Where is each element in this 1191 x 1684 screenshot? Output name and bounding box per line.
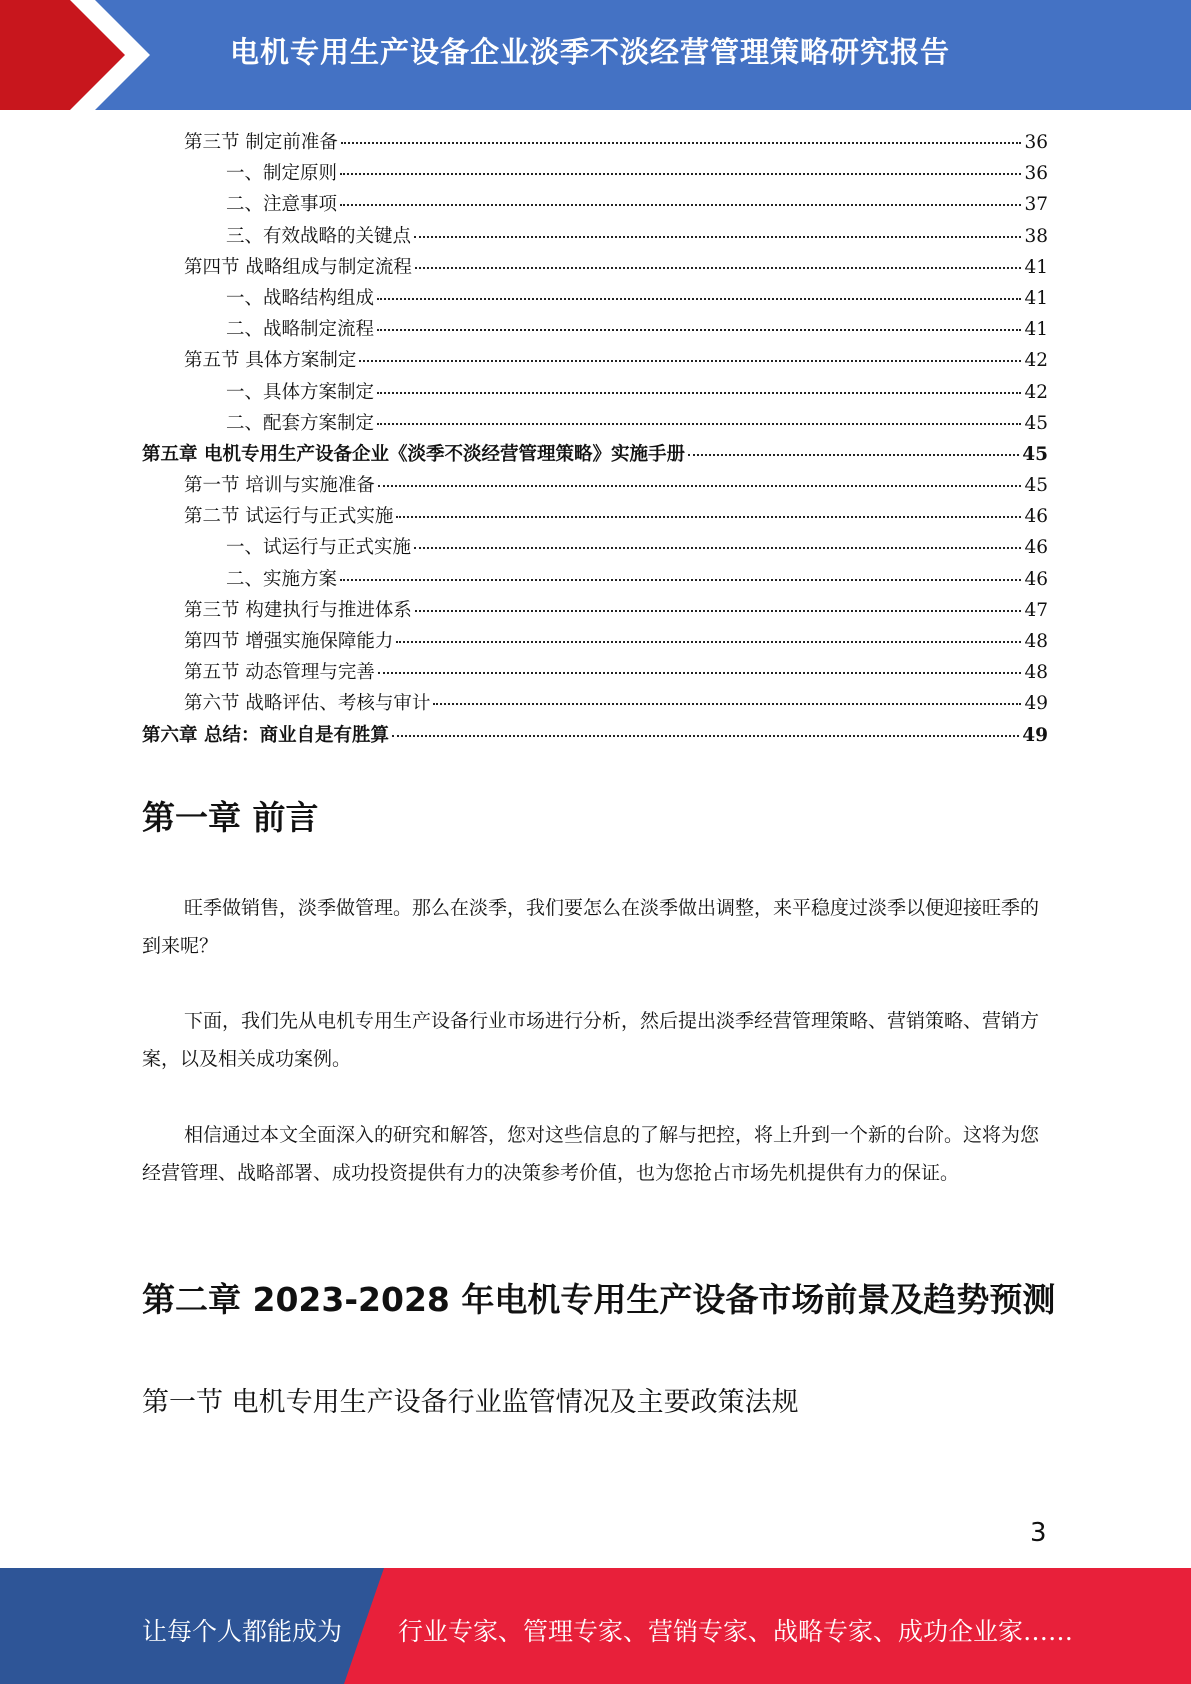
footer-slogan-right: 行业专家、管理专家、营销专家、战略专家、成功企业家…… [398,1617,1074,1646]
toc-entry-page: 48 [1024,631,1048,652]
toc-entry[interactable] [142,222,1048,253]
toc-entry[interactable] [142,721,1048,752]
toc-entry[interactable] [142,378,1048,409]
intro-paragraph-3: 相信通过本文全面深入的研究和解答，您对这些信息的了解与把控，将上升到一个新的台阶。这将为您经营管理、战略部署、成功投资提供有力的决策参考价值，也为您抢占市场先机提供有力的保证。 [142,1124,1040,1184]
toc-dot-leader [392,735,1019,737]
toc-entry[interactable] [142,689,1048,720]
toc-entry-label: 第四节 战略组成与制定流程 [184,256,412,278]
toc-entry-page: 42 [1024,350,1048,372]
toc-dot-leader [340,579,1021,581]
toc-entry[interactable] [142,440,1048,471]
toc-dot-leader [378,485,1022,487]
chapter-2-heading: 第二章 2023-2028 年电机专用生产设备市场前景及趋势预测 [142,1280,1056,1319]
toc-entry-label: 第六章 总结：商业自是有胜算 [142,724,389,746]
toc-entry-label: 一、试运行与正式实施 [226,537,412,559]
toc-entry[interactable] [142,159,1048,190]
toc-entry-page: 41 [1024,256,1048,278]
toc-entry-label: 一、具体方案制定 [226,381,375,403]
toc-entry-label: 第四节 增强实施保障能力 [184,631,394,652]
toc-entry-page: 47 [1024,599,1048,621]
toc-entry-label: 一、制定原则 [226,163,338,185]
toc-entry-label: 二、实施方案 [226,568,338,590]
toc-entry-page: 49 [1022,724,1048,746]
toc-dot-leader [688,454,1019,456]
toc-dot-leader [340,173,1021,175]
toc-dot-leader [396,641,1021,643]
toc-dot-leader [377,392,1021,394]
chapter-2-section-1-heading: 第一节 电机专用生产设备行业监管情况及主要政策法规 [142,1387,799,1418]
toc-entry-page: 48 [1024,662,1048,684]
document-title: 电机专用生产设备企业淡季不淡经营管理策略研究报告 [230,35,951,69]
table-of-contents [142,128,1048,752]
toc-entry-label: 一、战略结构组成 [226,287,375,309]
toc-entry-label: 第六节 战略评估、考核与审计 [184,693,431,715]
toc-entry-page: 46 [1024,506,1048,528]
toc-entry-label: 第三节 构建执行与推进体系 [184,599,412,621]
toc-entry-label: 三、有效战略的关键点 [226,225,412,247]
toc-entry-label: 二、注意事项 [226,194,338,216]
toc-entry[interactable] [142,253,1048,284]
toc-entry[interactable] [142,471,1048,502]
toc-dot-leader [396,516,1021,518]
toc-entry-page: 46 [1024,568,1048,590]
toc-dot-leader [415,267,1022,269]
toc-dot-leader [377,298,1021,300]
chapter-1-heading: 第一章 前言 [142,798,319,837]
toc-entry-label: 第一节 培训与实施准备 [184,475,375,497]
toc-dot-leader [414,236,1021,238]
toc-entry[interactable] [142,565,1048,596]
toc-entry-page: 36 [1024,163,1048,185]
footer-slogan-left: 让每个人都能成为 [142,1617,343,1646]
toc-entry-page: 46 [1024,537,1048,559]
page-number: 3 [1030,1518,1047,1548]
toc-entry[interactable] [142,502,1048,533]
footer-banner [0,1568,1191,1684]
toc-entry-label: 第五节 动态管理与完善 [184,662,375,684]
toc-entry-page: 42 [1024,381,1048,403]
toc-dot-leader [340,204,1021,206]
toc-entry[interactable] [142,533,1048,564]
toc-entry-label: 第五章 电机专用生产设备企业《淡季不淡经营管理策略》实施手册 [142,443,685,465]
toc-dot-leader [377,423,1021,425]
toc-entry-label: 第五节 具体方案制定 [184,350,357,372]
intro-paragraph-1: 旺季做销售，淡季做管理。那么在淡季，我们要怎么在淡季做出调整，来平稳度过淡季以便迎接旺季的到来呢？ [142,897,1040,957]
toc-dot-leader [414,547,1021,549]
toc-entry-label: 二、战略制定流程 [226,319,375,341]
toc-entry[interactable] [142,596,1048,627]
header-banner [0,0,1191,110]
toc-entry-page: 36 [1024,132,1048,153]
toc-entry[interactable] [142,409,1048,440]
toc-entry-label: 第二节 试运行与正式实施 [184,506,394,528]
toc-entry[interactable] [142,284,1048,315]
toc-dot-leader [415,610,1022,612]
toc-entry-page: 45 [1022,443,1048,465]
toc-entry[interactable] [142,658,1048,689]
toc-entry-page: 45 [1024,475,1048,497]
toc-entry-page: 37 [1024,194,1048,216]
toc-entry-label: 二、配套方案制定 [226,412,375,434]
toc-entry[interactable] [142,315,1048,346]
toc-entry[interactable] [142,190,1048,221]
toc-entry-page: 45 [1024,412,1048,434]
toc-entry[interactable] [142,346,1048,377]
toc-entry-page: 49 [1024,693,1048,715]
toc-dot-leader [359,360,1021,362]
toc-dot-leader [377,329,1021,331]
toc-entry-page: 38 [1024,225,1048,247]
toc-dot-leader [341,142,1022,144]
toc-entry-page: 41 [1024,319,1048,341]
toc-entry-page: 41 [1024,287,1048,309]
toc-entry-label: 第三节 制定前准备 [184,132,338,153]
toc-dot-leader [433,703,1021,705]
toc-entry[interactable] [142,128,1048,159]
intro-paragraph-2: 下面，我们先从电机专用生产设备行业市场进行分析，然后提出淡季经营管理策略、营销策略、营销方案，以及相关成功案例。 [142,1010,1040,1070]
toc-entry[interactable] [142,627,1048,658]
toc-dot-leader [378,672,1022,674]
